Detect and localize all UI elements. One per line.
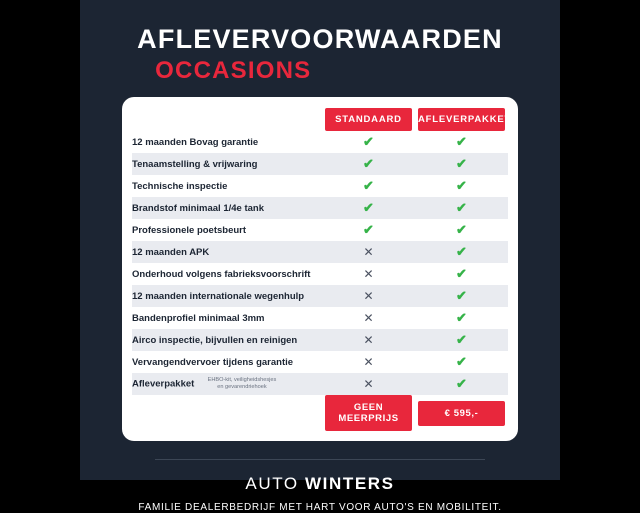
row-feature-text: Afleverpakket <box>132 378 195 390</box>
table-row <box>132 285 508 307</box>
row-standaard-mark <box>322 263 415 285</box>
check-icon: ✔ <box>363 222 374 237</box>
row-standaard-mark <box>322 307 415 329</box>
cross-icon: ✕ <box>363 289 374 303</box>
table-header-row <box>132 107 508 131</box>
row-feature-label <box>132 373 322 395</box>
price-standaard-cell <box>322 395 415 431</box>
title-sub: OCCASIONS <box>155 57 312 84</box>
row-standaard-mark <box>322 197 415 219</box>
row-afleverpakket-mark <box>415 197 508 219</box>
table-row <box>132 175 508 197</box>
check-icon: ✔ <box>456 156 467 171</box>
table-row <box>132 329 508 351</box>
check-icon: ✔ <box>363 156 374 171</box>
cross-icon: ✕ <box>363 267 374 281</box>
check-icon: ✔ <box>456 288 467 303</box>
row-standaard-mark <box>322 285 415 307</box>
price-afleverpakket-label: € 595,- <box>418 401 505 426</box>
row-afleverpakket-mark <box>415 263 508 285</box>
cross-icon: ✕ <box>363 377 374 391</box>
table-row <box>132 219 508 241</box>
table-row <box>132 153 508 175</box>
row-standaard-mark <box>322 175 415 197</box>
column-header-afleverpakket-label: AFLEVERPAKKET <box>418 108 505 131</box>
cross-icon: ✕ <box>363 333 374 347</box>
row-feature-label: Professionele poetsbeurt <box>132 224 247 236</box>
row-feature-label: Tenaamstelling & vrijwaring <box>132 153 322 175</box>
check-icon: ✔ <box>363 200 374 215</box>
price-row <box>132 395 508 431</box>
row-afleverpakket-mark <box>415 153 508 175</box>
check-icon: ✔ <box>363 178 374 193</box>
price-spacer <box>132 395 322 431</box>
row-afleverpakket-mark <box>415 373 508 395</box>
comparison-table <box>132 107 512 431</box>
cross-icon: ✕ <box>363 311 374 325</box>
row-standaard-mark <box>322 131 415 153</box>
table-row <box>132 241 508 263</box>
column-header-standaard-label: STANDAARD <box>325 108 412 131</box>
row-standaard-mark <box>322 153 415 175</box>
table-row <box>132 373 508 395</box>
poster <box>80 0 560 513</box>
brand-logo <box>80 474 560 494</box>
row-feature-note: EHBO-kit, veiligheidshesjes en gevarendriehoek <box>207 377 277 390</box>
title-main: AFLEVERVOORWAARDEN <box>137 24 503 54</box>
row-standaard-mark <box>322 373 415 395</box>
row-afleverpakket-mark <box>415 285 508 307</box>
row-feature-label: Vervangendvervoer tijdens garantie <box>132 356 294 368</box>
check-icon: ✔ <box>456 332 467 347</box>
header-spacer <box>132 107 322 131</box>
column-header-afleverpakket <box>415 107 512 131</box>
check-icon: ✔ <box>456 266 467 281</box>
check-icon: ✔ <box>363 134 374 149</box>
column-header-standaard <box>322 107 415 131</box>
row-afleverpakket-mark <box>415 329 508 351</box>
check-icon: ✔ <box>456 244 467 259</box>
cross-icon: ✕ <box>363 245 374 259</box>
row-afleverpakket-mark <box>415 307 508 329</box>
row-feature-label: Airco inspectie, bijvullen en reinigen <box>132 329 322 351</box>
row-feature-label: Bandenprofiel minimaal 3mm <box>132 312 265 324</box>
cross-icon: ✕ <box>363 355 374 369</box>
check-icon: ✔ <box>456 354 467 369</box>
row-afleverpakket-mark <box>415 351 508 373</box>
table-row <box>132 131 508 153</box>
price-standaard-label: GEEN MEERPRIJS <box>325 395 412 431</box>
check-icon: ✔ <box>456 376 467 391</box>
check-icon: ✔ <box>456 310 467 325</box>
check-icon: ✔ <box>456 200 467 215</box>
row-feature-label: Brandstof minimaal 1/4e tank <box>132 197 322 219</box>
table-row <box>132 263 508 285</box>
poster-title <box>137 26 503 83</box>
row-feature-label: Onderhoud volgens fabrieksvoorschrift <box>132 268 311 280</box>
row-feature-label: Technische inspectie <box>132 180 228 192</box>
row-standaard-mark <box>322 351 415 373</box>
footer-divider <box>155 459 485 460</box>
row-feature-label: 12 maanden Bovag garantie <box>132 136 259 148</box>
row-afleverpakket-mark <box>415 131 508 153</box>
table-row <box>132 307 508 329</box>
row-standaard-mark <box>322 241 415 263</box>
row-afleverpakket-mark <box>415 175 508 197</box>
row-afleverpakket-mark <box>415 241 508 263</box>
price-afleverpakket-cell <box>415 395 508 431</box>
poster-footer <box>80 459 560 513</box>
row-feature-label: 12 maanden APK <box>132 241 322 263</box>
brand-name-bold: WINTERS <box>305 474 395 493</box>
brand-name-light: AUTO <box>245 474 306 493</box>
row-standaard-mark <box>322 219 415 241</box>
table-row <box>132 197 508 219</box>
row-afleverpakket-mark <box>415 219 508 241</box>
row-feature-label: 12 maanden internationale wegenhulp <box>132 285 322 307</box>
comparison-card <box>122 97 518 441</box>
table-row <box>132 351 508 373</box>
check-icon: ✔ <box>456 222 467 237</box>
footer-tagline: FAMILIE DEALERBEDRIJF MET HART VOOR AUTO'S EN MOBILITEIT. <box>138 502 502 513</box>
check-icon: ✔ <box>456 134 467 149</box>
check-icon: ✔ <box>456 178 467 193</box>
row-standaard-mark <box>322 329 415 351</box>
